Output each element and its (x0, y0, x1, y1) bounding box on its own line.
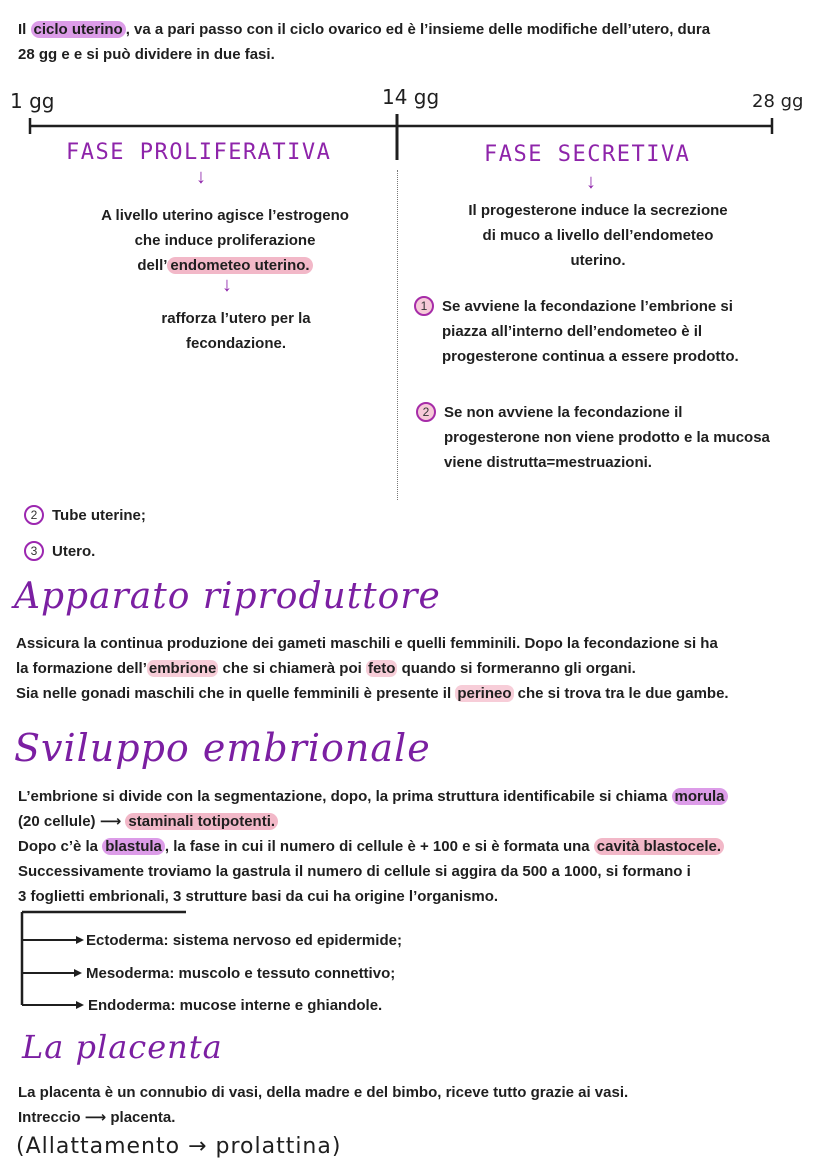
placenta-note: (Allattamento → prolattina) (16, 1134, 342, 1159)
arrow-down-icon: ↓ (586, 171, 596, 193)
phase-divider (397, 170, 398, 500)
proliferative-line: dell’ endometeo uterino. (60, 253, 390, 278)
section-title-placenta: La placenta (22, 1028, 223, 1066)
proliferative-line: fecondazione. (185, 335, 286, 352)
intro-text: Il (18, 21, 31, 38)
timeline-end-label: 28 gg (752, 91, 804, 112)
intro-line-2: 28 gg e e si può dividere in due fasi. (18, 46, 275, 63)
placenta-line-1: La placenta è un connubio di vasi, della madre e del bimbo, riceve tutto grazie ai vasi. (18, 1084, 629, 1101)
highlight-endometeo: endometeo uterino. (167, 257, 312, 274)
intro-line-1 (18, 17, 710, 42)
secretive-text (430, 198, 766, 273)
arrow-down-icon: ↓ (196, 166, 206, 188)
phase-secretive-title: FASE SECRETIVA (484, 142, 691, 167)
bracket-arrow-head (76, 936, 84, 944)
arrow-down-icon: ↓ (222, 274, 232, 296)
layer-endoderma: Endoderma: mucose interne e ghiandole. (88, 997, 383, 1014)
proliferative-line: A livello uterino agisce l’estrogeno (101, 207, 349, 224)
secretive-line: uterino. (570, 252, 626, 269)
phase-proliferative-title: FASE PROLIFERATIVA (66, 140, 332, 165)
bracket-arrow-head (76, 1001, 84, 1009)
highlight-feto: feto (367, 660, 396, 677)
number-2-icon: 2 (24, 505, 44, 525)
layer-mesoderma: Mesoderma: muscolo e tessuto connettivo; (86, 965, 396, 982)
highlight-blastula: blastula (102, 838, 165, 855)
list-item-utero: 3 Utero. (24, 539, 95, 564)
number-1-icon: 1 (414, 296, 434, 316)
secretive-line: Il progesterone induce la secrezione (468, 202, 728, 219)
bracket-arrow-head (74, 969, 82, 977)
placenta-line-2: Intreccio ⟶ placenta. (18, 1109, 176, 1126)
proliferative-line: rafforza l’utero per la (161, 310, 311, 327)
proliferative-text (60, 203, 390, 278)
timeline-start-label: 1 gg (10, 89, 55, 113)
highlight-morula: morula (672, 788, 728, 805)
timeline-mid-label: 14 gg (382, 85, 440, 109)
secretive-case-2: 2 Se non avviene la fecondazione il progesterone non viene prodotto e la mucosa viene distrutta=mestruazioni. (416, 400, 770, 475)
sviluppo-line-2: (20 cellule) ⟶ staminali totipotenti. (18, 809, 278, 834)
number-2-icon: 2 (416, 402, 436, 422)
apparato-line-2: la formazione dell’ embrione che si chiamerà poi feto quando si formeranno gli organi. (16, 660, 636, 677)
sviluppo-line-1: L’embrione si divide con la segmentazione, dopo, la prima struttura identificabile si chiama morula (18, 784, 728, 809)
proliferative-result (100, 306, 372, 356)
highlight-perineo: perineo (457, 685, 512, 702)
section-title-apparato: Apparato riproduttore (14, 576, 441, 617)
list-item-tube: 2 Tube uterine; (24, 503, 146, 528)
proliferative-line: che induce proliferazione (134, 232, 316, 249)
layer-ectoderma: Ectoderma: sistema nervoso ed epidermide; (86, 932, 402, 949)
sviluppo-line-3: Dopo c’è la blastula , la fase in cui il numero di cellule è + 100 e si è formata una cavità blastocele. (18, 834, 724, 859)
number-3-icon: 3 (24, 541, 44, 561)
apparato-line-3: Sia nelle gonadi maschili che in quelle femminili è presente il perineo che si trova tra le due gambe. (16, 685, 729, 702)
highlight-embrione: embrione (148, 660, 217, 677)
highlight-cavita-blastocele: cavità blastocele. (594, 838, 724, 855)
apparato-line-1: Assicura la continua produzione dei gameti maschili e quelli femminili. Dopo la fecondazione si ha (16, 635, 718, 652)
highlight-ciclo-uterino: ciclo uterino (31, 21, 126, 38)
secretive-case-1: 1 Se avviene la fecondazione l’embrione si piazza all’interno dell’endometeo è il progesterone continua a essere prodotto. (414, 294, 739, 369)
section-title-sviluppo: Sviluppo embrionale (14, 726, 431, 770)
sviluppo-line-4: Successivamente troviamo la gastrula il numero di cellule si aggira da 500 a 1000, si formano i (18, 863, 691, 880)
secretive-line: di muco a livello dell’endometeo (482, 227, 714, 244)
intro-text: , va a pari passo con il ciclo ovarico ed è l’insieme delle modifiche dell’utero, dura (125, 21, 711, 38)
sviluppo-line-5: 3 foglietti embrionali, 3 strutture basi da cui ha origine l’organismo. (18, 888, 499, 905)
highlight-staminali: staminali totipotenti. (125, 813, 278, 830)
